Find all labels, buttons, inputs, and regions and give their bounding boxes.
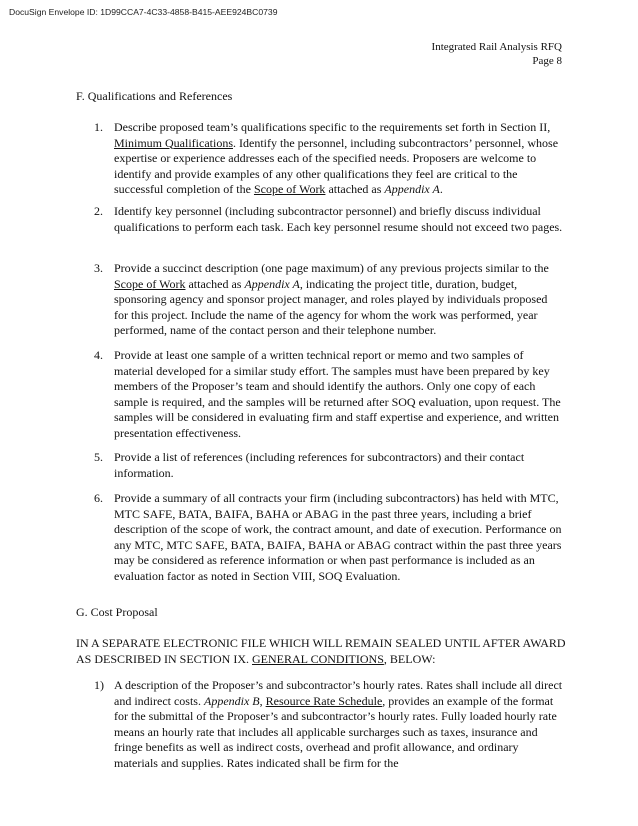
item-text: Identify key personnel (including subcontractor personnel) and briefly discuss individual qualifications to perform each task. Each key personnel resume should not exceed two pages. xyxy=(114,204,563,234)
item-text: Describe proposed team’s qualifications specific to the requirements set forth in Section II, Minimum Qualifications. Identify the personnel, including subcontractors’ personnel, whose expertise or experience addresses each of the specified needs. Proposers are welcome to identify and provide examples of any other qualifications they feel are critical to the successful completion of the Scope of Work attached as Appendix A. xyxy=(114,120,559,196)
item-number: 1. xyxy=(94,120,103,134)
sealed-file-notice: IN A SEPARATE ELECTRONIC FILE WHICH WILL REMAIN SEALED UNTIL AFTER AWARD AS DESCRIBED IN SECTION IX. GENERAL CONDITIONS, BELOW: xyxy=(76,636,566,666)
list-item xyxy=(94,491,564,584)
section-g-heading: G. Cost Proposal xyxy=(76,605,158,619)
list-item xyxy=(94,204,564,235)
docusign-envelope-id: DocuSign Envelope ID: 1D99CCA7-4C33-4858-B415-AEE924BC0739 xyxy=(9,7,278,17)
list-item xyxy=(94,678,564,771)
resource-rate-schedule-ref: Resource Rate Schedule xyxy=(265,693,383,708)
list-item xyxy=(94,120,564,198)
scope-of-work-ref: Scope of Work xyxy=(253,182,326,196)
minimum-qualifications-link: Minimum Qualifications xyxy=(114,135,233,150)
page-number: Page 8 xyxy=(532,55,562,67)
item-text: Provide a succinct description (one page maximum) of any previous projects similar to the Scope of Work attached as Appendix A, indicating the project title, duration, budget, sponsoring agency and sponsor project manager, and roles played by individuals proposed for this project. Include the name of the agency for whom the work was performed, year performed, name of the contact person and their telephone number. xyxy=(114,261,549,337)
item-number: 5. xyxy=(94,450,103,464)
list-item xyxy=(94,261,564,339)
item-number: 6. xyxy=(94,491,103,505)
list-item xyxy=(94,348,564,441)
item-number: 3. xyxy=(94,261,103,275)
item-number: 1) xyxy=(94,678,104,692)
item-text: A description of the Proposer’s and subcontractor’s hourly rates. Rates shall include all direct and indirect costs. Appendix B, Resource Rate Schedule, provides an example of the format for the submittal of the Proposer’s and subcontractor’s hourly rates. Fully loaded hourly rate means an hourly rate that includes all applicable surcharges such as taxes, insurance and fringe benefits as well as indirect costs, overhead and profit allowance, and ordinary materials and supplies. Rates indicated shall be firm for the xyxy=(114,678,563,770)
appendix-a-ref: Appendix A xyxy=(244,276,300,291)
item-text: Provide a summary of all contracts your firm (including subcontractors) has held with MTC, MTC SAFE, BATA, BAIFA, BAHA or ABAG in the past three years, including a brief description of the scope of work, the contract amount, and date of execution. Performance on any MTC, MTC SAFE, BATA, BAIFA, BAHA or ABAG contract within the past three years may be considered as reference information or when past performance is included as an evaluation factor as noted in Section VIII, SOQ Evaluation. xyxy=(114,491,562,583)
item-text: Provide a list of references (including references for subcontractors) and their contact information. xyxy=(114,450,525,480)
appendix-b-ref: Appendix B xyxy=(203,693,260,708)
general-conditions-ref: GENERAL CONDITIONS xyxy=(252,651,384,666)
scope-of-work-ref: Scope of Work xyxy=(114,276,186,291)
section-f-heading: F. Qualifications and References xyxy=(76,89,233,103)
item-number: 4. xyxy=(94,348,103,362)
document-title: Integrated Rail Analysis RFQ xyxy=(431,41,562,53)
appendix-a-ref: Appendix A xyxy=(384,182,440,196)
item-number: 2. xyxy=(94,204,103,218)
item-text: Provide at least one sample of a written technical report or memo and two samples of material developed for a similar study effort. The samples must have been prepared by key members of the Proposer’s team and should identify the authors. Only one copy of each sample is required, and the samples will be returned after SOQ evaluation, upon request. The samples will be considered in evaluating firm and staff expertise and experience, and written presentation effectiveness. xyxy=(114,348,561,440)
list-item xyxy=(94,450,564,481)
